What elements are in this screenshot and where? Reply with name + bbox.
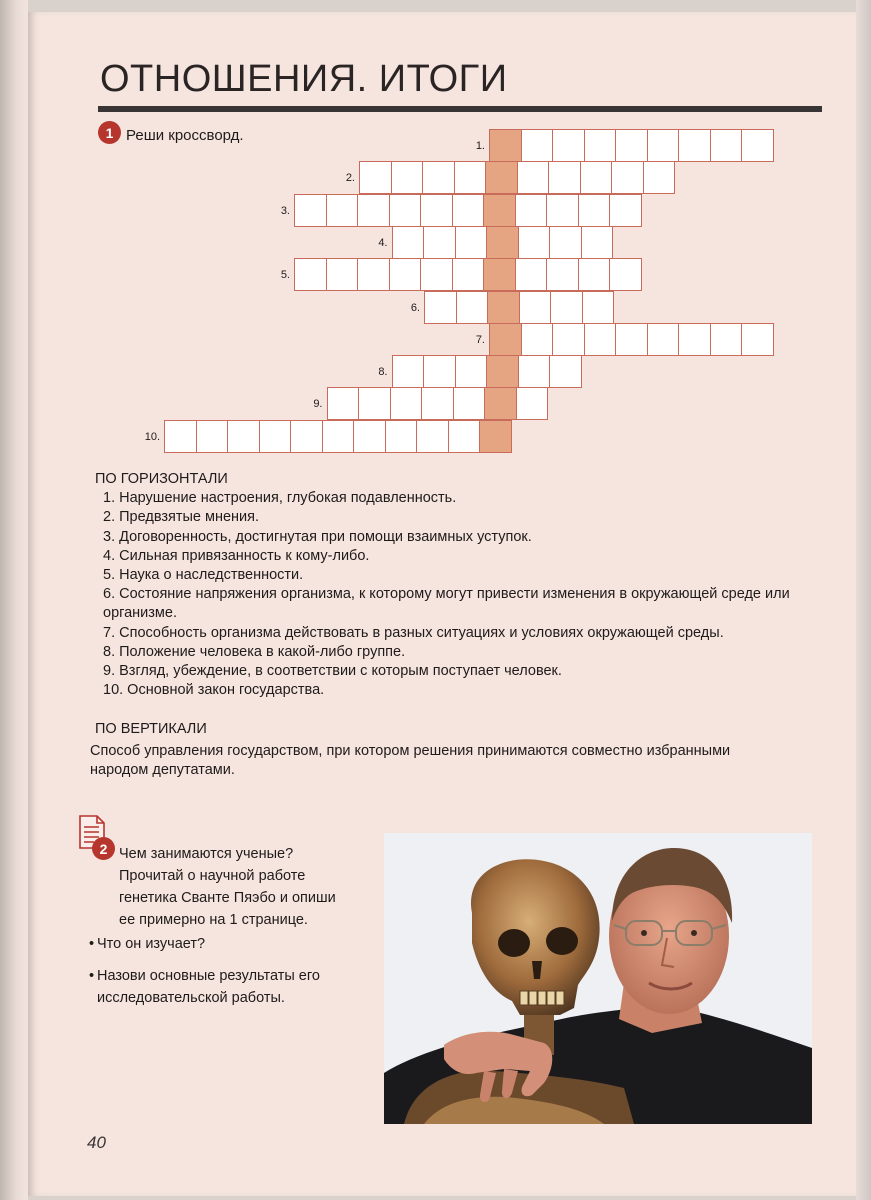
- task-1-text: Реши кроссворд.: [126, 127, 244, 144]
- crossword-cell[interactable]: [357, 258, 390, 291]
- task-2-line-1: Чем занимаются ученые?: [119, 846, 294, 862]
- book-binding: [0, 0, 28, 1200]
- crossword-cell[interactable]: [416, 420, 449, 453]
- crossword-row-label: 9.: [313, 398, 323, 411]
- crossword-cell[interactable]: [290, 420, 323, 453]
- crossword-cell[interactable]: [358, 387, 391, 420]
- bullet-1-text: Что он изучает?: [97, 936, 206, 952]
- page-number: 40: [87, 1133, 106, 1152]
- crossword-cell[interactable]: [448, 420, 481, 453]
- crossword-key-cell[interactable]: [489, 323, 522, 356]
- crossword-key-cell[interactable]: [483, 194, 516, 227]
- task-2-bullet-1: [89, 933, 349, 955]
- crossword-cell[interactable]: [391, 161, 424, 194]
- crossword-cell[interactable]: [423, 355, 456, 388]
- crossword-row-label: 2.: [345, 172, 355, 185]
- page-title: ОТНОШЕНИЯ. ИТОГИ: [100, 58, 508, 100]
- crossword-cell[interactable]: [164, 420, 197, 453]
- crossword-cell[interactable]: [615, 129, 648, 162]
- task-1-number: 1: [98, 121, 121, 144]
- crossword-cell[interactable]: [420, 258, 453, 291]
- crossword-row-9: [327, 387, 548, 420]
- crossword-cell[interactable]: [517, 161, 550, 194]
- vertical-clue-line-1: Способ управления государством, при котором решения принимаются совместно избранными: [90, 743, 731, 759]
- clue-2: 2. Предвзятые мнения.: [103, 509, 260, 526]
- clue-list: [95, 489, 830, 700]
- crossword-cell[interactable]: [294, 258, 327, 291]
- crossword-cell[interactable]: [515, 258, 548, 291]
- crossword-cell[interactable]: [423, 226, 456, 259]
- crossword-cell[interactable]: [678, 129, 711, 162]
- horizontal-heading: ПО ГОРИЗОНТАЛИ: [95, 471, 228, 487]
- crossword-cell[interactable]: [548, 161, 581, 194]
- clue-8: 8. Положение человека в какой-либо группе.: [103, 643, 406, 660]
- crossword-cell[interactable]: [518, 226, 551, 259]
- bullet-glyph: •: [89, 936, 95, 952]
- crossword-cell[interactable]: [385, 420, 418, 453]
- crossword-cell[interactable]: [615, 323, 648, 356]
- crossword-cell[interactable]: [421, 387, 454, 420]
- vertical-clue-line-2: народом депутатами.: [90, 762, 235, 778]
- crossword-cell[interactable]: [678, 323, 711, 356]
- crossword-cell[interactable]: [584, 129, 617, 162]
- crossword-cell[interactable]: [453, 387, 486, 420]
- crossword-row-7: [489, 323, 773, 356]
- crossword-cell[interactable]: [516, 387, 549, 420]
- crossword-cell[interactable]: [227, 420, 260, 453]
- crossword-cell[interactable]: [584, 323, 617, 356]
- crossword-cell[interactable]: [710, 323, 743, 356]
- crossword-cell[interactable]: [294, 194, 327, 227]
- page-edge: [856, 0, 871, 1200]
- crossword-cell[interactable]: [452, 258, 485, 291]
- crossword-cell[interactable]: [455, 355, 488, 388]
- crossword-cell[interactable]: [550, 291, 583, 324]
- bullet-glyph: •: [89, 968, 95, 984]
- crossword-cell[interactable]: [389, 194, 422, 227]
- crossword-cell[interactable]: [521, 129, 554, 162]
- crossword-key-cell[interactable]: [485, 161, 518, 194]
- crossword-row-label: 10.: [144, 430, 160, 443]
- crossword-cell[interactable]: [359, 161, 392, 194]
- crossword-cell[interactable]: [611, 161, 644, 194]
- crossword-key-cell[interactable]: [486, 355, 519, 388]
- crossword-key-cell[interactable]: [483, 258, 516, 291]
- crossword-row-5: [294, 258, 641, 291]
- clue-5: 5. Наука о наследственности.: [103, 567, 304, 584]
- crossword-cell[interactable]: [549, 226, 582, 259]
- crossword-cell[interactable]: [546, 194, 579, 227]
- scientist-photo: [384, 833, 812, 1124]
- task-2-line-3: генетика Сванте Пяэбо и опиши: [119, 890, 336, 906]
- crossword-cell[interactable]: [326, 258, 359, 291]
- crossword-cell[interactable]: [582, 291, 615, 324]
- crossword-cell[interactable]: [580, 161, 613, 194]
- crossword-cell[interactable]: [578, 194, 611, 227]
- crossword-cell[interactable]: [741, 323, 774, 356]
- clue-6: 6. Состояние напряжения организма, к которому могут привести изменения в окружающей среде или: [103, 586, 790, 603]
- crossword-cell[interactable]: [424, 291, 457, 324]
- horizontal-clues: [95, 470, 830, 700]
- crossword-cell[interactable]: [710, 129, 743, 162]
- clue-6-continuation: организме.: [103, 605, 177, 622]
- crossword-cell[interactable]: [741, 129, 774, 162]
- crossword-cell[interactable]: [643, 161, 676, 194]
- crossword-cell[interactable]: [609, 258, 642, 291]
- crossword-key-cell[interactable]: [484, 387, 517, 420]
- crossword-row-10: [164, 420, 511, 453]
- crossword-row-label: 5.: [280, 269, 290, 282]
- crossword-cell[interactable]: [647, 129, 680, 162]
- crossword-cell[interactable]: [549, 355, 582, 388]
- crossword-row-label: 7.: [475, 333, 485, 346]
- crossword-cell[interactable]: [456, 291, 489, 324]
- crossword-cell[interactable]: [259, 420, 292, 453]
- crossword-row-label: 8.: [378, 366, 388, 379]
- crossword-row-8: [392, 355, 581, 388]
- crossword-row-2: [359, 161, 674, 194]
- task-2-text: [119, 843, 379, 931]
- clue-3: 3. Договоренность, достигнутая при помощи взаимных уступок.: [103, 528, 532, 545]
- crossword-cell[interactable]: [420, 194, 453, 227]
- crossword-key-cell[interactable]: [486, 226, 519, 259]
- crossword-cell[interactable]: [392, 355, 425, 388]
- crossword-cell[interactable]: [519, 291, 552, 324]
- crossword-cell[interactable]: [322, 420, 355, 453]
- crossword-key-cell[interactable]: [489, 129, 522, 162]
- task-2-number: 2: [92, 837, 115, 860]
- crossword-cell[interactable]: [452, 194, 485, 227]
- crossword-cell[interactable]: [609, 194, 642, 227]
- crossword-cell[interactable]: [515, 194, 548, 227]
- photo-illustration: [384, 833, 812, 1124]
- task-2-line-4: ее примерно на 1 странице.: [119, 912, 308, 928]
- crossword-cell[interactable]: [455, 226, 488, 259]
- crossword-row-label: 4.: [378, 236, 388, 249]
- clue-10: 10. Основной закон государства.: [103, 682, 325, 699]
- crossword-cell[interactable]: [326, 194, 359, 227]
- crossword-cell[interactable]: [552, 129, 585, 162]
- title-rule: [98, 106, 822, 112]
- crossword-cell[interactable]: [518, 355, 551, 388]
- crossword-row-label: 1.: [475, 140, 485, 152]
- crossword-cell[interactable]: [389, 258, 422, 291]
- bullet-2-line-2: исследовательской работы.: [97, 990, 285, 1006]
- crossword-cell[interactable]: [581, 226, 614, 259]
- crossword-row-4: [392, 226, 613, 259]
- crossword-cell[interactable]: [390, 387, 423, 420]
- task-2-line-2: Прочитай о научной работе: [119, 868, 306, 884]
- crossword-cell[interactable]: [546, 258, 579, 291]
- crossword-key-cell[interactable]: [479, 420, 512, 453]
- crossword-cell[interactable]: [647, 323, 680, 356]
- vertical-clue: [90, 742, 790, 780]
- clue-4: 4. Сильная привязанность к кому-либо.: [103, 547, 370, 564]
- crossword-row-3: [294, 194, 641, 227]
- crossword-cell[interactable]: [552, 323, 585, 356]
- crossword-row-label: 3.: [280, 204, 290, 217]
- crossword-row-label: 6.: [410, 301, 420, 314]
- crossword-cell[interactable]: [521, 323, 554, 356]
- task-2-bullet-2: [89, 965, 349, 1009]
- crossword-cell[interactable]: [327, 387, 360, 420]
- clue-9: 9. Взгляд, убеждение, в соответствии с которым поступает человек.: [103, 663, 562, 680]
- crossword-cell[interactable]: [454, 161, 487, 194]
- crossword-cell[interactable]: [357, 194, 390, 227]
- crossword-cell[interactable]: [422, 161, 455, 194]
- bullet-2-line-1: Назови основные результаты его: [97, 968, 320, 984]
- crossword-cell[interactable]: [353, 420, 386, 453]
- crossword-cell[interactable]: [578, 258, 611, 291]
- crossword-cell[interactable]: [196, 420, 229, 453]
- clue-7: 7. Способность организма действовать в разных ситуациях и условиях окружающей среды.: [103, 624, 724, 641]
- crossword-cell[interactable]: [392, 226, 425, 259]
- clue-1: 1. Нарушение настроения, глубокая подавленность.: [103, 490, 457, 507]
- vertical-heading: ПО ВЕРТИКАЛИ: [95, 721, 207, 737]
- crossword-row-1: [489, 129, 773, 162]
- crossword-row-6: [424, 291, 613, 324]
- crossword-key-cell[interactable]: [487, 291, 520, 324]
